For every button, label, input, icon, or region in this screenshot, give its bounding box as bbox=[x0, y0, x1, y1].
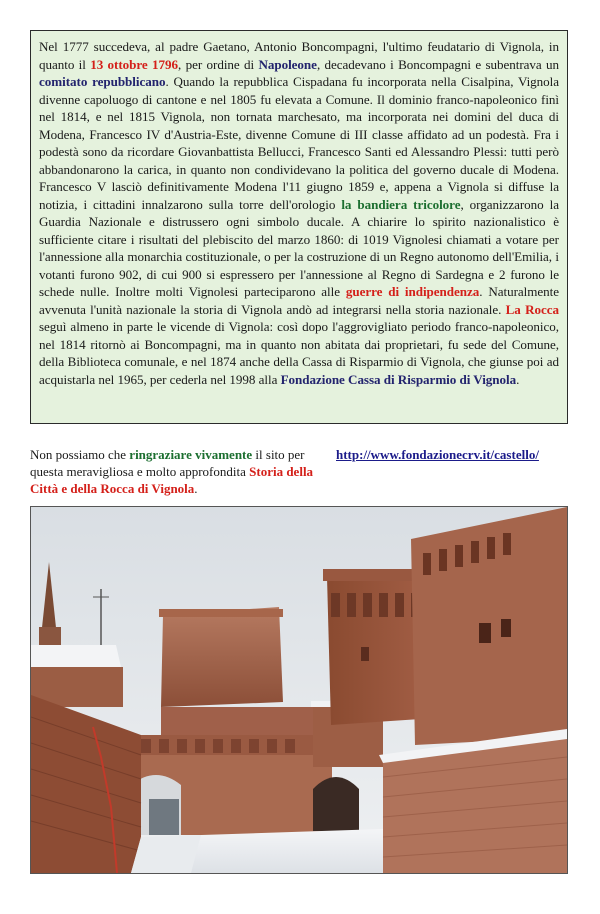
thanks-end: . bbox=[194, 481, 198, 496]
thanks-mid: il sito per questa meravigliosa e molto approfondita bbox=[30, 447, 305, 479]
source-link[interactable]: http://www.fondazionecrv.it/castello/ bbox=[336, 447, 539, 462]
history-segment: , organizzarono la Guardia Nazionale e distrussero ogni simbolo ducale. A chiarire lo spirito nazionalistico è sufficiente citare i risultati del plebiscito del marzo 1860: di 1019 Vignolesi chiamati a votare per l'annessione alla monarchia costituzionale, o per la costruzione di un Regno autonomo dell'Emilia, i votanti furono 902, di cui 900 si espressero per l'annessione al Regno di Sardegna e 2 furono le schede nulle. Inoltre molti Vignolesi parteciparono alle bbox=[39, 196, 559, 299]
highlight-date-1796: 13 ottobre 1796 bbox=[90, 56, 179, 72]
highlight-bandiera: la bandiera tricolore bbox=[341, 196, 461, 212]
castle-photo-illustration bbox=[31, 507, 567, 873]
castle-photo bbox=[30, 506, 568, 874]
highlight-rocca: La Rocca bbox=[505, 301, 559, 317]
history-text-box bbox=[30, 30, 568, 424]
thanks-lead: Non possiamo che bbox=[30, 447, 130, 462]
history-segment: seguì almeno in parte le vicende di Vignola: così dopo l'aggrovigliato periodo franco-napoleonico, nel 1814 ritornò ai Boncompagni, ma in quanto non abitata dai proprietari, fu sede del Comune, della Biblioteca comunale, e nel 1874 anche della Cassa di Risparmio di Vignola, che giunse poi ad acquistarla nel 1965, per cederla nel 1998 alla bbox=[39, 319, 559, 387]
highlight-guerre: guerre di indipendenza bbox=[345, 284, 480, 299]
thanks-storia-title: Storia della Città e della Rocca di Vignola bbox=[30, 464, 314, 496]
highlight-fondazione: Fondazione Cassa di Risparmio di Vignola bbox=[280, 371, 517, 387]
history-segment: , decadevano i Boncompagni e subentrava un bbox=[316, 56, 560, 72]
thanks-ringraziare: ringraziare vivamente bbox=[129, 447, 253, 462]
thanks-note bbox=[30, 446, 330, 497]
history-segment: . Quando la repubblica Cispadana fu incorporata nella Cisalpina, Vignola divenne capoluogo di cantone e nel 1805 fu elevata a Comune. Il dominio franco-napoleonico finì nel 1814, e nel 1815 Vignola, non tornata marchesato, ma incorporata nei domini del duca di Modena, Francesco IV d'Austria-Este, divenne Comune di III classe affidato ad un podestà. Fra i podestà sono da ricordare Giovanbattista Bellucci, Francesco Santi ed Alessandro Plessi: tutti però abbandonarono la carica, in quanto non condividevano la politica del governo ducale di Modena. Francesco V lasciò definitivamente Modena l'11 giugno 1859 e, appena a Vignola si diffuse la notizia, i cittadini innalzarono sulla torre dell'orologio bbox=[39, 74, 559, 212]
history-segment: . Naturalmente avvenuta l'unità nazionale la storia di Vignola andò ad integrarsi nella storia nazionale. bbox=[39, 284, 560, 317]
highlight-napoleone: Napoleone bbox=[258, 56, 317, 72]
history-segment: , per ordine di bbox=[178, 56, 259, 72]
history-segment: Nel 1777 succedeva, al padre Gaetano, Antonio Boncompagni, l'ultimo feudatario di Vignola, in quanto il bbox=[39, 39, 559, 72]
history-paragraph bbox=[39, 38, 559, 388]
highlight-comitato: comitato repubblicano bbox=[39, 74, 166, 89]
history-segment: . bbox=[516, 371, 520, 387]
